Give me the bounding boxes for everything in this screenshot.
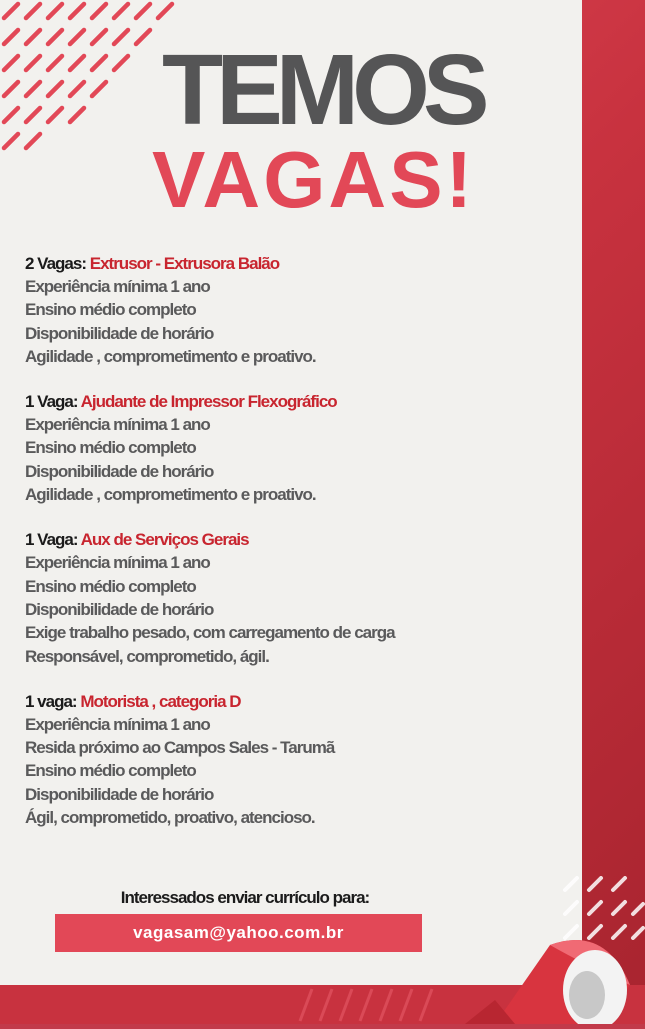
job-requirement: Agilidade , comprometimento e proativo. (25, 485, 316, 505)
title-temos: TEMOS (162, 34, 483, 146)
email-box[interactable] (55, 914, 422, 952)
job-requirement: Ensino médio completo (25, 576, 196, 596)
job-requirement: Exige trabalho pesado, com carregamento de carga (25, 623, 395, 643)
job-count: 1 vaga: (25, 691, 77, 711)
job-requirement: Disponibilidade de horário (25, 784, 214, 804)
job-requirement: Disponibilidade de horário (25, 323, 214, 343)
job-heading (25, 252, 570, 275)
job-title: Ajudante de Impressor Flexográfico (80, 392, 337, 412)
job-requirement: Experiência mínima 1 ano (25, 714, 210, 734)
contact-email[interactable]: vagasam@yahoo.com.br (133, 923, 344, 942)
job-title: Aux de Serviços Gerais (80, 530, 249, 550)
job-requirement: Resida próximo ao Campos Sales - Tarumã (25, 738, 335, 758)
job-item (25, 690, 570, 829)
job-item (25, 252, 570, 368)
contact-label: Interessados enviar currículo para: (120, 888, 370, 907)
title-vagas: VAGAS! (152, 135, 476, 224)
job-count: 2 Vagas: (25, 254, 86, 273)
job-heading (25, 390, 570, 413)
megaphone-icon (455, 905, 645, 1024)
job-requirement: Disponibilidade de horário (25, 599, 214, 619)
job-list (25, 252, 570, 851)
job-count: 1 Vaga: (25, 392, 78, 412)
job-requirement: Experiência mínima 1 ano (25, 277, 210, 296)
job-requirement: Experiência mínima 1 ano (25, 415, 210, 435)
job-title: Motorista , categoria D (80, 691, 241, 711)
job-count: 1 Vaga: (25, 530, 78, 550)
job-requirement: Ensino médio completo (25, 300, 196, 320)
job-requirement: Ensino médio completo (25, 761, 196, 781)
job-requirement: Experiência mínima 1 ano (25, 553, 210, 573)
job-heading (25, 528, 570, 551)
job-heading (25, 690, 570, 713)
job-requirement: Disponibilidade de horário (25, 461, 214, 481)
job-item (25, 528, 570, 667)
job-title: Extrusor - Extrusora Balão (89, 254, 280, 273)
job-requirement: Agilidade , comprometimento e proativo. (25, 346, 316, 366)
job-requirement: Ensino médio completo (25, 438, 196, 458)
job-requirement: Ágil, comprometido, proativo, atencioso. (25, 808, 315, 828)
job-item (25, 390, 570, 506)
job-requirement: Responsável, comprometido, ágil. (25, 646, 269, 666)
